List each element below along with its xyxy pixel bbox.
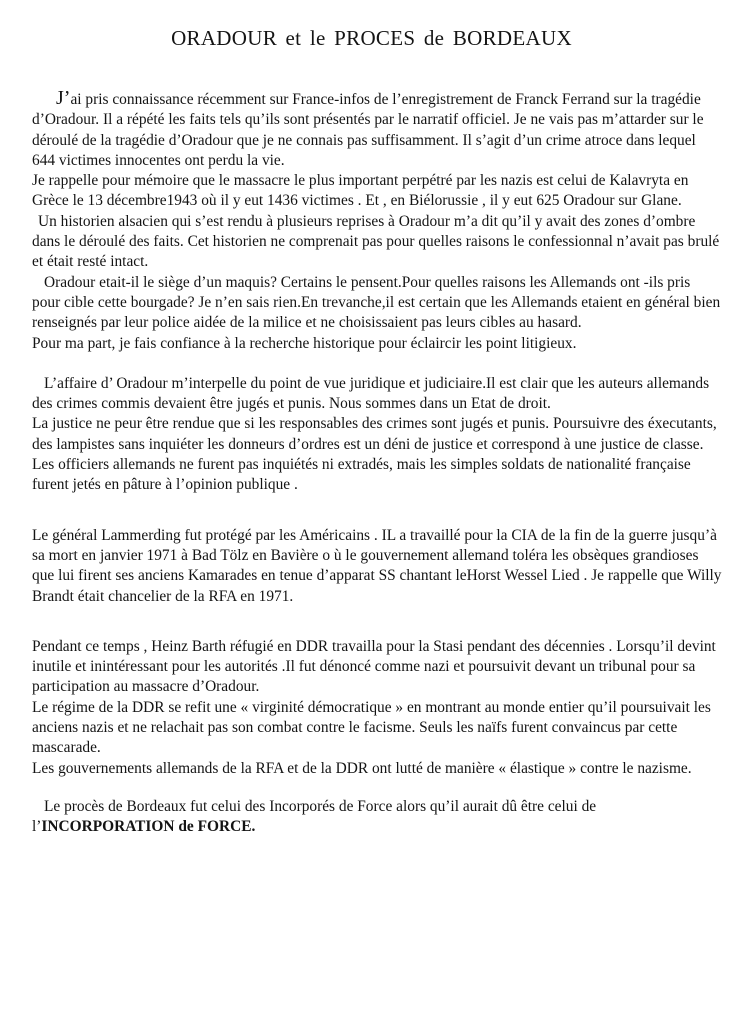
- paragraph-kalavryta: Je rappelle pour mémoire que le massacre le plus important perpétré par les nazis est celui de Kalavryta en Grèce le 13 décembre1943 où il y eut 1436 victimes . Et , en Biélorussie , il y eut 625 Oradour sur Glane.: [32, 172, 689, 210]
- paragraph-judicial: L’affaire d’ Oradour m’interpelle du point de vue juridique et judiciaire.Il est clair que les auteurs allemands des crimes commis devaient être jugés et punis. Nous sommes dans un Etat de droit.: [32, 374, 710, 413]
- document-body: [32, 88, 722, 838]
- paragraph-intro: J’ai pris connaissance récemment sur France-infos de l’enregistrement de Franck Ferrand sur la tragédie d’Oradour. Il a répété les faits tels qu’ils sont présentés par le narratif officiel. Je ne vais pas m’attarder sur le déroulé de la tragédie d’Oradour que je ne connais pas suffisamment. Il s’agit d’un crime atroce dans lequel 644 victimes innocentes ont perdu la vie.: [32, 87, 704, 169]
- paragraph-maquis: Oradour etait-il le siège d’un maquis? Certains le pensent.Pour quelles raisons les Allemands ont -ils pris pour cible cette bourgade? Je n’en sais rien.En trevanche,il est certain que les Allemands etaient en général bien renseignés par leur police aidée de la milice et ne choisissaient pas leurs cibles au hasard.: [32, 273, 721, 332]
- conclusion-text: Le procès de Bordeaux fut celui des Incorporés de Force alors qu’il aurait dû être celui de l’: [32, 797, 597, 836]
- page-title: ORADOUR et le PROCES de BORDEAUX: [171, 26, 572, 50]
- conclusion-bold: INCORPORATION de FORCE.: [41, 818, 256, 836]
- paragraph-ddr: Le régime de la DDR se refit une « virginité démocratique » en montrant au monde entier qu’il poursuivait les anciens nazis et ne relachait pas son combat contre le facisme. Seuls les naïfs furent convaincus par cette mascarade.: [32, 698, 711, 757]
- paragraph-barth: Pendant ce temps , Heinz Barth réfugié en DDR travailla pour la Stasi pendant des décennies . Lorsqu’il devint inutile et inintéressant pour les autorités .Il fut dénoncé comme nazi et poursuivit devant un tribunal pour sa participation au massacre d’Oradour.: [32, 637, 716, 696]
- paragraph-research: Pour ma part, je fais confiance à la recherche historique pour éclaircir les point litigieux.: [32, 334, 577, 352]
- paragraph-justice: La justice ne peur être rendue que si les responsables des crimes sont jugés et punis. Poursuivre des éxecutants, des lampistes sans inquiéter les donneurs d’ordres est un déni de justice et correspond à une justice de classe. Les officiers allemands ne furent pas inquiétés ni extradés, mais les simples soldats de nationalité française furent jetés en pâture à l’opinion publique .: [32, 415, 717, 494]
- paragraph-conclusion: [32, 797, 722, 838]
- paragraph-governments: Les gouvernements allemands de la RFA et de la DDR ont lutté de manière « élastique » contre le nazisme.: [32, 759, 692, 777]
- paragraph-historian: Un historien alsacien qui s’est rendu à plusieurs reprises à Oradour m’a dit qu’il y avait des zones d’ombre dans le déroulé des faits. Cet historien ne comprenait pas pour quelles raisons le confessionnal n’avait pas brulé et était resté intact.: [32, 212, 720, 271]
- paragraph-lammerding: Le général Lammerding fut protégé par les Américains . IL a travaillé pour la CIA de la fin de la guerre jusqu’à sa mort en janvier 1971 à Bad Tölz en Bavière o ù le gouvernement allemand toléra les obsèques grandioses que lui firent ses anciens Kamarades en tenue d’apparat SS chantant leHorst Wessel Lied . Je rappelle que Willy Brandt était chancelier de la RFA en 1971.: [32, 526, 722, 605]
